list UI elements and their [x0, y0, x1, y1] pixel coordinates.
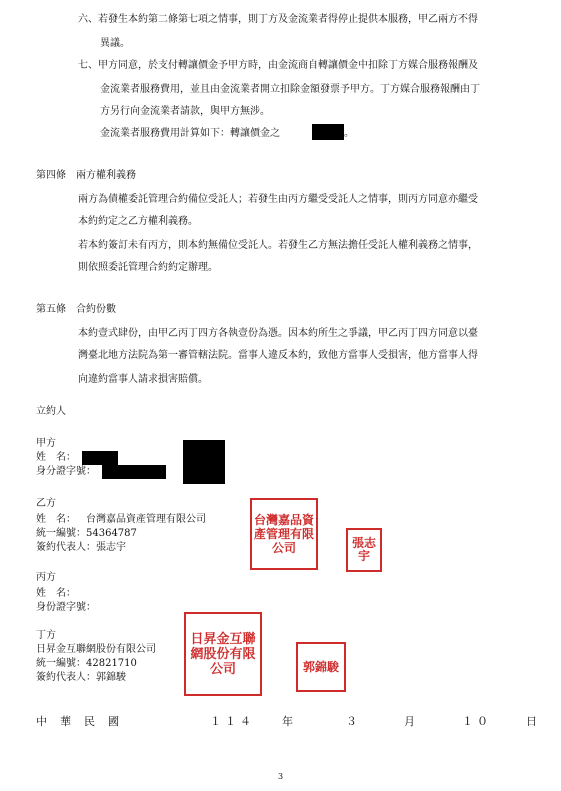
- clause-7-line-4-end: 。: [344, 128, 354, 139]
- party-c-id-label: 身份證字號：: [36, 602, 96, 613]
- party-b-person-seal-text: 張志宇: [351, 536, 376, 563]
- date-year-unit: 年: [282, 715, 293, 728]
- party-c-name-label: 姓 名：: [36, 588, 76, 599]
- article-5-line-2: 灣臺北地方法院為第一審管轄法院。當事人違反本約，致他方當事人受損害，他方當事人得: [78, 350, 478, 361]
- party-d-company-seal-text: 日昇金互聯網股份有限公司: [190, 631, 256, 677]
- party-d-label: 丁方: [36, 630, 56, 641]
- clause-7-line-4: 金流業者服務費用計算如下：轉讓價金之: [100, 128, 280, 139]
- clause-7-line-1: 七、甲方同意，於支付轉讓價金予甲方時，由金流商自轉讓價金中扣除丁方媒合服務報酬及: [78, 60, 478, 71]
- redaction-party-a-name: [82, 451, 118, 465]
- article-5-line-1: 本約壹式肆份，由甲乙丙丁四方各執壹份為憑。因本約所生之爭議，甲乙丙丁四方同意以臺: [78, 328, 478, 339]
- date-char-guo: 國: [108, 715, 119, 728]
- party-d-name: 日昇金互聯網股份有限公司: [36, 644, 156, 655]
- party-b-tax-id: 54364787: [86, 528, 137, 539]
- party-b-rep: 張志宇: [96, 542, 126, 553]
- party-b-tax-label: 統一編號：: [36, 528, 86, 539]
- article-4-title: 第四條 兩方權利義務: [36, 170, 136, 181]
- party-d-tax-id: 42821710: [86, 658, 137, 669]
- date-month: ３: [346, 715, 357, 728]
- party-d-company-seal: [184, 612, 262, 696]
- redaction-party-a-id: [102, 465, 166, 479]
- party-b-name: 台灣嘉品資產管理有限公司: [86, 514, 206, 525]
- date-month-unit: 月: [404, 715, 415, 728]
- article-5-line-3: 向違約當事人請求損害賠償。: [78, 374, 208, 385]
- article-5-title: 第五條 合約份數: [36, 304, 116, 315]
- date-char-zhong: 中: [36, 715, 47, 728]
- party-d-person-seal: [296, 642, 346, 692]
- signatories-heading: 立約人: [36, 406, 66, 417]
- date-char-min: 民: [84, 715, 95, 728]
- party-a-id-label: 身分證字號：: [36, 466, 96, 477]
- party-b-rep-label: 簽約代表人：: [36, 542, 96, 553]
- party-a-label: 甲方: [36, 438, 56, 449]
- page-number: 3: [277, 772, 284, 781]
- article-4-line-2: 本約約定之乙方權利義務。: [78, 216, 198, 227]
- party-d-person-seal-text: 郭錦駿: [302, 660, 339, 674]
- party-b-label: 乙方: [36, 498, 56, 509]
- date-char-hua: 華: [60, 715, 71, 728]
- clause-7-line-2: 金流業者服務費用，並且由金流業者開立扣除金額發票予甲方。丁方媒合服務報酬由丁: [100, 84, 480, 95]
- party-d-tax-label: 統一編號：: [36, 658, 86, 669]
- party-b-company-seal-text: 台灣嘉品資產管理有限公司: [253, 513, 314, 555]
- clause-6-line-1: 六、若發生本約第二條第七項之情事，則丁方及金流業者得停止提供本服務，甲乙兩方不得: [78, 14, 478, 25]
- party-b-name-label: 姓 名：: [36, 514, 76, 525]
- party-c-label: 丙方: [36, 572, 56, 583]
- party-a-name-label: 姓 名：: [36, 452, 76, 463]
- party-d-rep: 郭錦駿: [96, 672, 126, 683]
- date-year: １１４: [210, 715, 255, 728]
- date-day: １０: [462, 715, 492, 728]
- date-day-unit: 日: [526, 715, 537, 728]
- article-4-line-4: 則依照委託管理合約約定辦理。: [78, 262, 218, 273]
- article-4-line-3: 若本約簽訂未有丙方，則本約無備位受託人。若發生乙方無法擔任受託人權利義務之情事，: [78, 240, 478, 251]
- clause-7-line-3: 方另行向金流業者請款，與甲方無涉。: [100, 106, 270, 117]
- party-b-company-seal: [250, 498, 318, 570]
- party-b-person-seal: [346, 528, 382, 572]
- redaction-party-a-seal: [183, 440, 225, 484]
- signing-date: [0, 716, 561, 730]
- party-d-rep-label: 簽約代表人：: [36, 672, 96, 683]
- article-4-line-1: 兩方為債權委託管理合約備位受託人；若發生由丙方繼受受託人之情事，則丙方同意亦繼受: [78, 194, 478, 205]
- clause-6-line-2: 異議。: [100, 38, 130, 49]
- redaction-fee-rate: [312, 124, 344, 140]
